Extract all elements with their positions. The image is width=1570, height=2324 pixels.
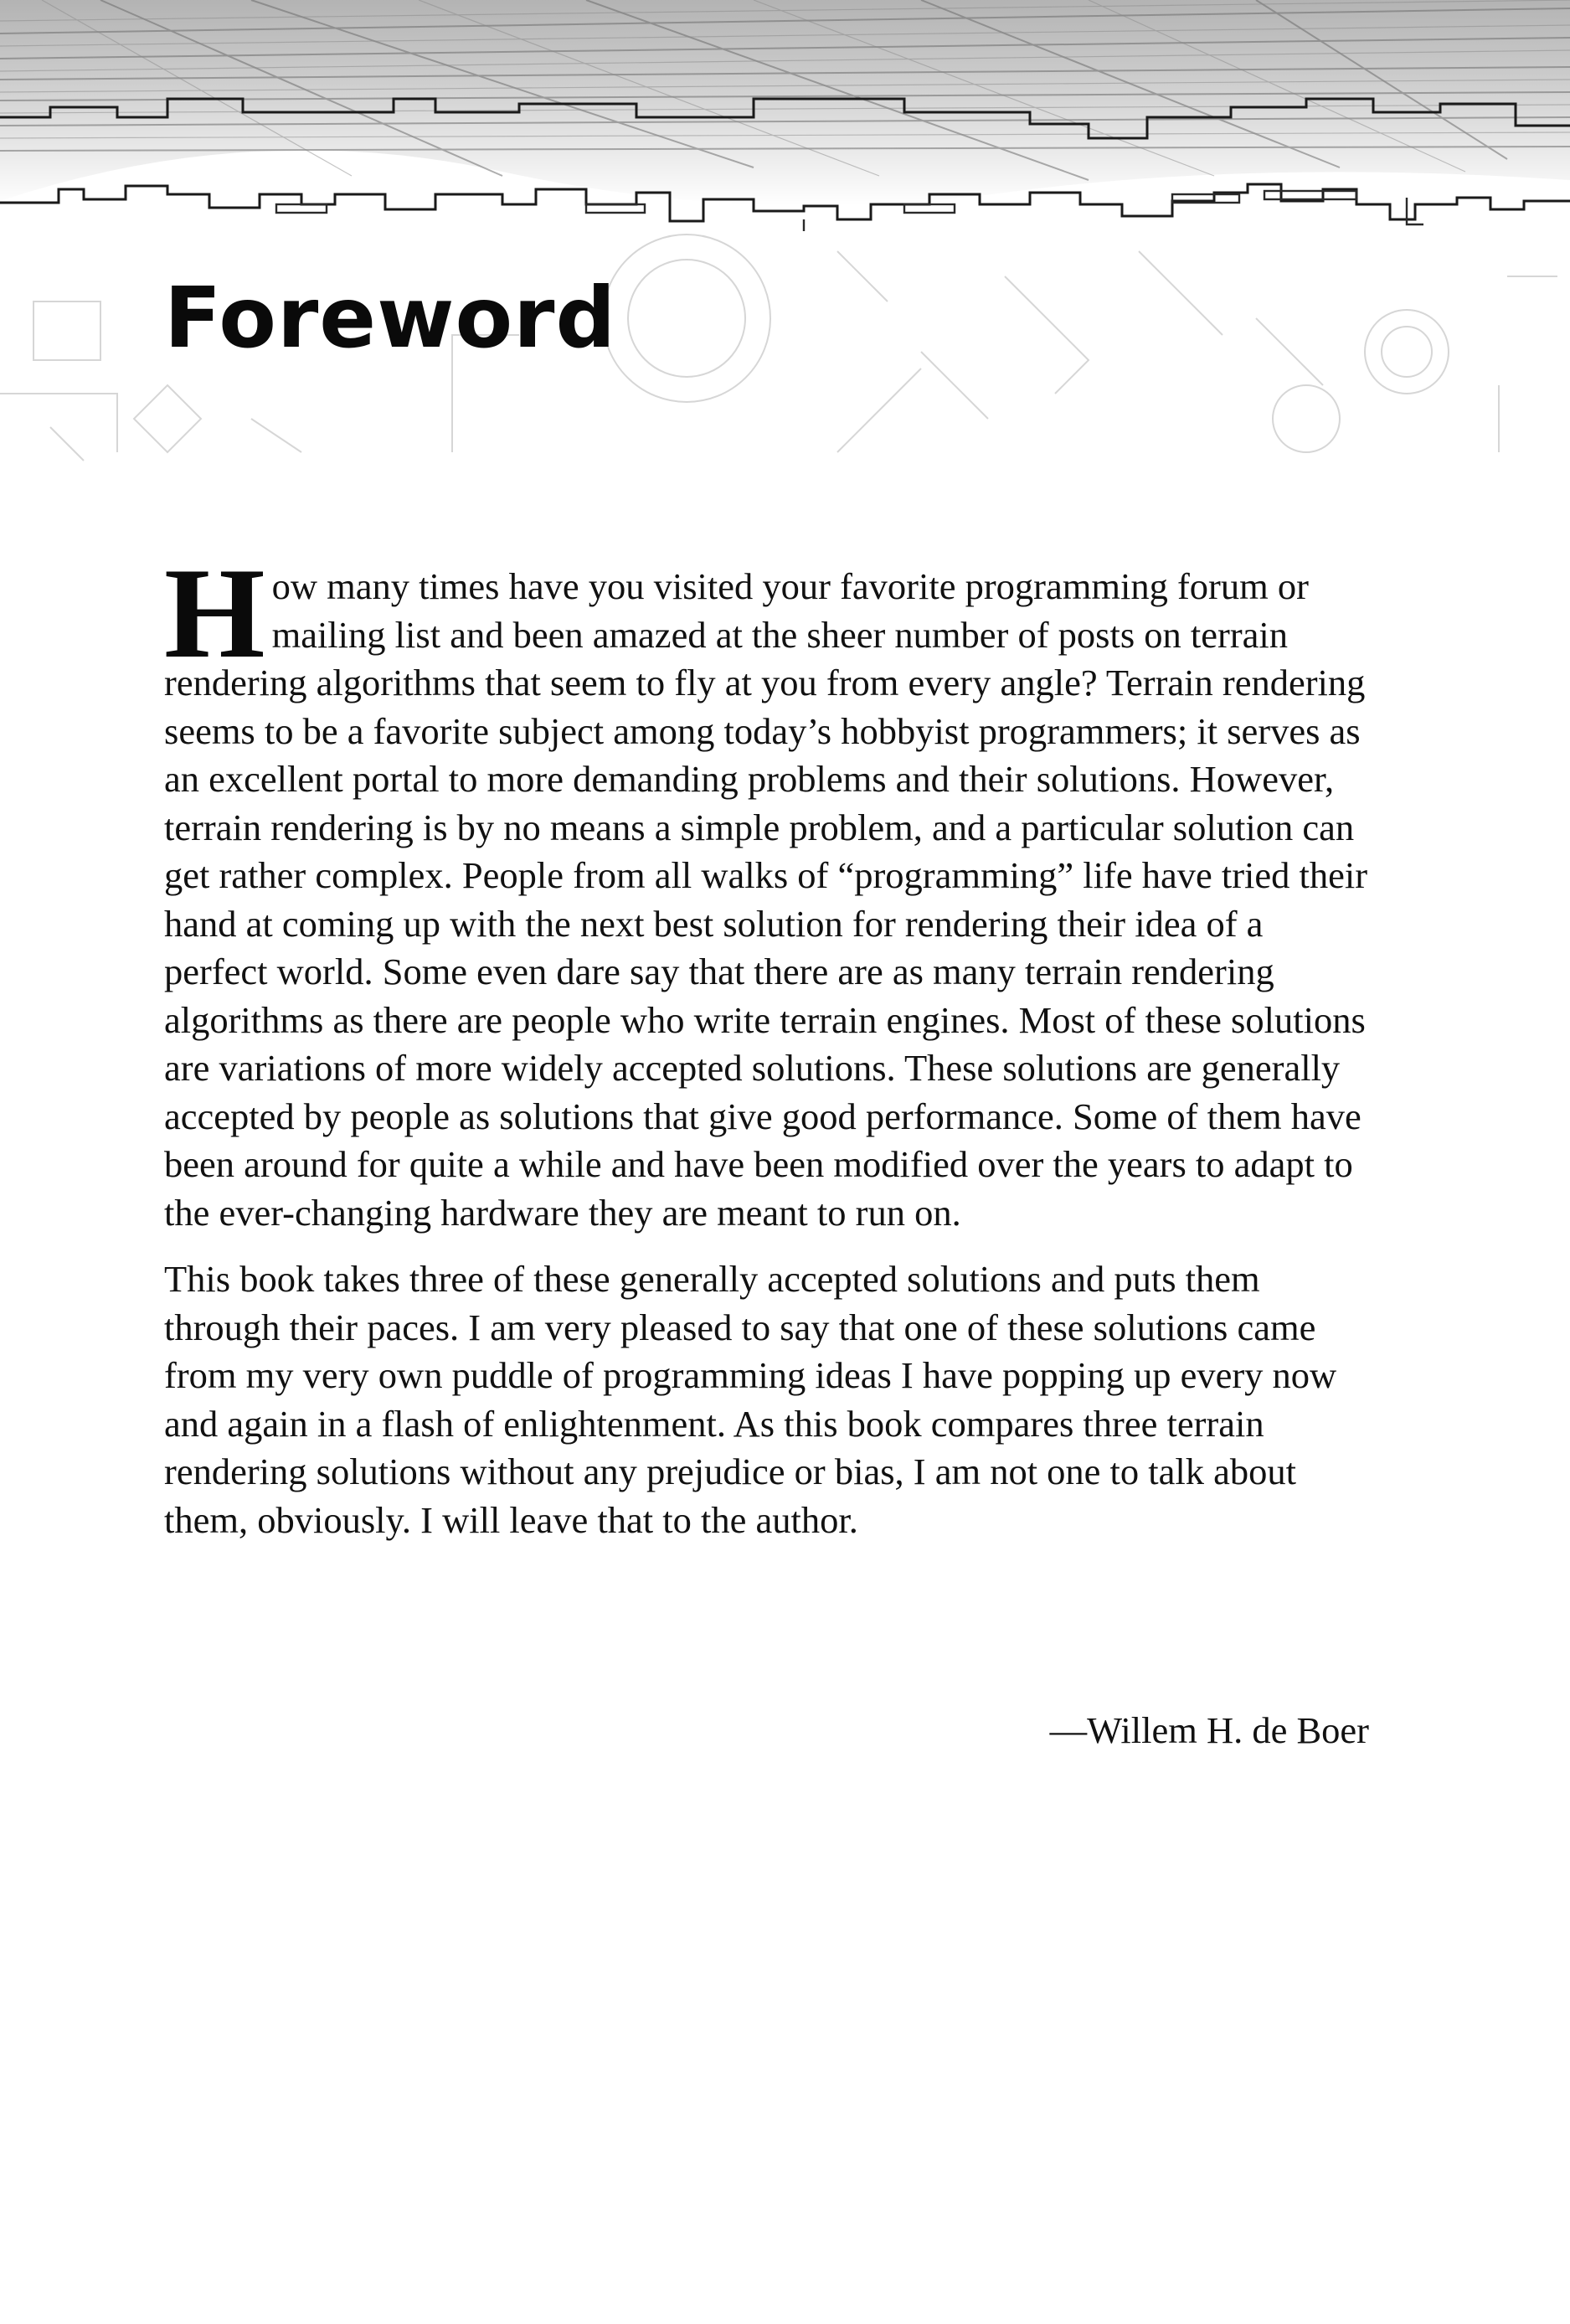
drop-cap: H [164,541,265,685]
paragraph-1 [164,541,1370,1237]
signature: —Willem H. de Boer [1049,1709,1369,1751]
header-circuit-artwork [0,0,1570,469]
paragraph-2: This book takes three of these generally accepted solutions and puts them through their paces. I am very pleased to say that one of these solutions came from my very own puddle of programming ideas I have popping up every now and again in a flash of enlightenment. As this book compares three terrain rendering solutions without any prejudice or bias, I am not one to talk about them, obviously. I will leave that to the author. [164,1258,1337,1541]
page-title: Foreword [164,269,617,367]
paragraph-1-text: ow many times have you visited your favorite programming forum or mailing list and been amazed at the sheer number of posts on terrain rendering algorithms that seem to fly at you from every angle? Terrain rendering seems to be a favorite subject among today’s hobbyist programmers; it serves as an excellent portal to more demanding problems and their solutions. However, terrain rendering is by no means a simple problem, and a particular solution can get rather complex. People from all walks of “programming” life have tried their hand at coming up with the next best solution for rendering their idea of a perfect world. Some even dare say that there are as many terrain rendering algorithms as there are people who write terrain engines. Most of these solutions are variations of more widely accepted solutions. These solutions are generally accepted by people as solutions that give good performance. Some of them have been around for quite a while and have been modified over the years to adapt to the ever-changing hardware they are meant to run on. [164,565,1368,1234]
foreword-body [164,541,1370,1544]
